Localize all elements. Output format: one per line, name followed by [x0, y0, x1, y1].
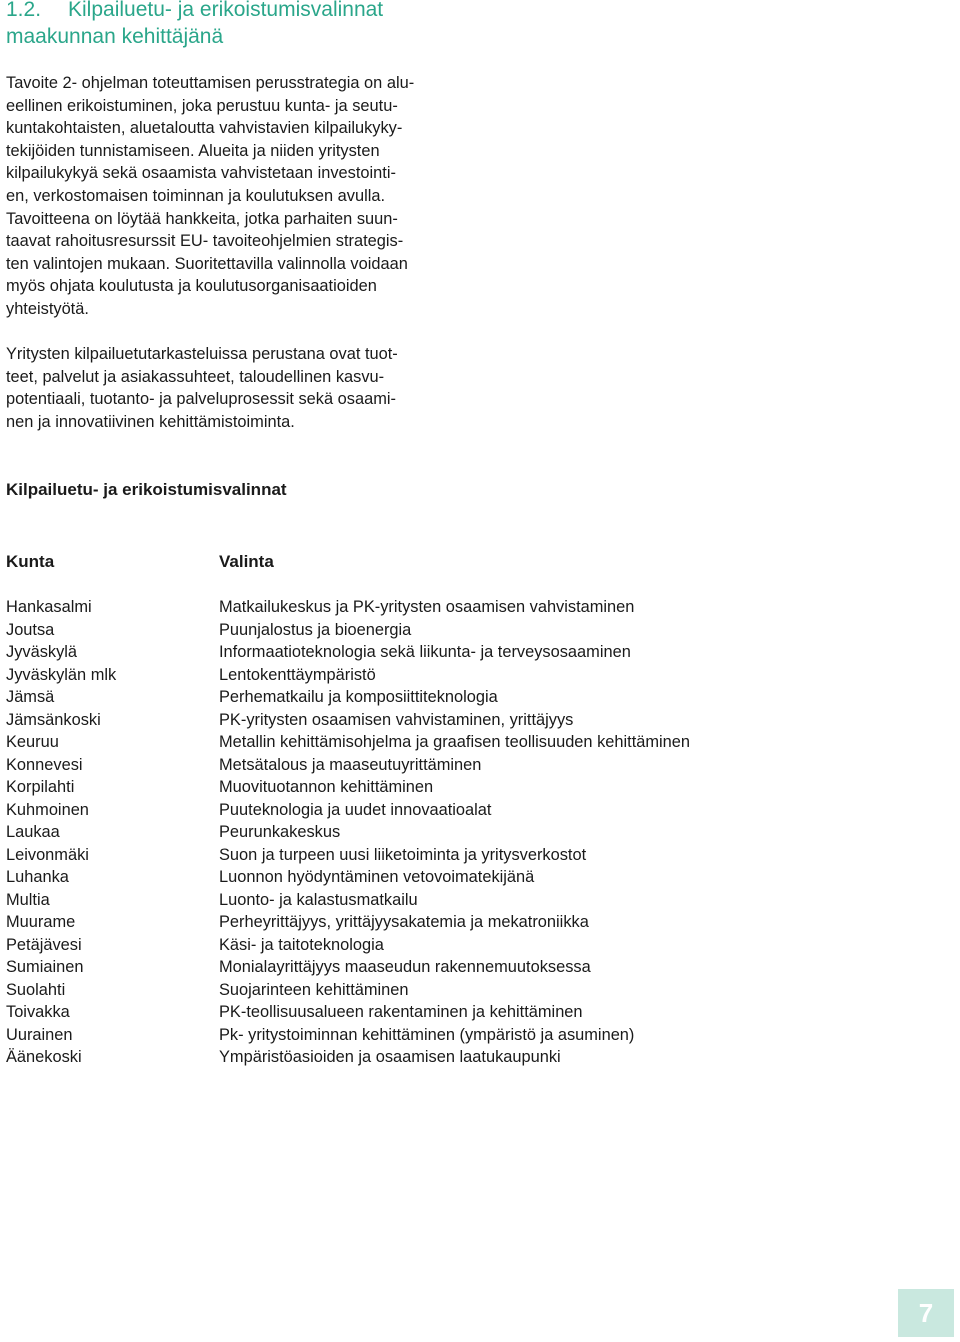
table-title: Kilpailuetu- ja erikoistumisvalinnat [6, 480, 287, 499]
paragraph-line: myös ohjata koulutusta ja koulutusorganisaatioiden [6, 277, 377, 296]
table-row [6, 844, 906, 867]
table-row [6, 596, 906, 619]
paragraph-line: Tavoite 2- ohjelman toteuttamisen perusstrategia on alu- [6, 74, 415, 92]
paragraph-line: Tavoitteena on löytää hankkeita, jotka parhaiten suun- [6, 209, 398, 228]
selection-cell: PK-teollisuusalueen rakentaminen ja kehittäminen [219, 1003, 583, 1021]
heading-line-1 [6, 0, 466, 23]
selection-cell: Muovituotannon kehittäminen [219, 778, 434, 796]
table-row [6, 1024, 906, 1047]
paragraph-line: Yritysten kilpailuetutarkasteluissa perustana ovat tuot- [6, 345, 398, 363]
selection-cell: Metallin kehittämisohjelma ja graafisen teollisuuden kehittäminen [219, 733, 691, 751]
table-row [6, 664, 906, 687]
competitive-advantage-paragraph [6, 343, 446, 433]
table-row [6, 1046, 906, 1069]
paragraph-line: kilpailukykyä sekä osaamista vahvistetaan investointi- [6, 164, 396, 183]
table-row [6, 641, 906, 664]
paragraph-line: taavat rahoitusresurssit EU- tavoiteohjelmien strategis- [6, 232, 404, 251]
municipality-cell: Petäjävesi [6, 935, 82, 954]
selection-cell: Käsi- ja taitoteknologia [219, 935, 384, 954]
municipality-cell: Keuruu [6, 733, 59, 751]
table-row [6, 889, 906, 912]
municipality-cell: Jämsä [6, 688, 55, 706]
table-row [6, 1001, 906, 1024]
municipality-cell: Suolahti [6, 980, 66, 999]
table-row [6, 754, 906, 777]
table-row [6, 956, 906, 979]
paragraph-line: yhteistyötä. [6, 299, 89, 318]
selection-cell: Monialayrittäjyys maaseudun rakennemuutoksessa [219, 958, 591, 976]
table-row [6, 776, 906, 799]
section-title-line-1: Kilpailuetu- ja erikoistumisvalinnat [68, 0, 384, 21]
table-row [6, 934, 906, 957]
page-number-badge [898, 1289, 954, 1337]
table-row [6, 619, 906, 642]
selection-cell: Puuteknologia ja uudet innovaatioalat [219, 800, 492, 819]
municipality-cell: Jyväskylän mlk [6, 665, 117, 684]
table-row [6, 979, 906, 1002]
selection-cell: PK-yritysten osaamisen vahvistaminen, yrittäjyys [219, 710, 574, 729]
selection-cell: Ympäristöasioiden ja osaamisen laatukaupunki [219, 1048, 561, 1066]
selection-cell: Peurunkakeskus [219, 823, 341, 841]
paragraph-line: potentiaali, tuotanto- ja palveluprosessit sekä osaami- [6, 390, 396, 409]
municipality-cell: Jämsänkoski [6, 710, 101, 729]
selection-cell: Matkailukeskus ja PK-yritysten osaamisen vahvistaminen [219, 598, 635, 616]
table-row [6, 799, 906, 822]
municipality-cell: Luhanka [6, 868, 69, 886]
municipality-cell: Hankasalmi [6, 598, 92, 616]
section-heading [6, 0, 466, 50]
paragraph-line: kuntakohtaisten, aluetaloutta vahvistavien kilpailukyky- [6, 119, 403, 138]
municipality-cell: Leivonmäki [6, 845, 89, 864]
selection-cell: Perheyrittäjyys, yrittäjyysakatemia ja mekatroniikka [219, 913, 589, 931]
paragraph-line: eellinen erikoistuminen, joka perustuu kunta- ja seutu- [6, 96, 398, 115]
municipality-cell: Toivakka [6, 1003, 70, 1021]
municipality-cell: Jyväskylä [6, 643, 78, 661]
table-body [6, 596, 906, 1069]
municipality-cell: Joutsa [6, 620, 55, 639]
paragraph-line: tekijöiden tunnistamiseen. Alueita ja niiden yritysten [6, 141, 380, 160]
selection-cell: Informaatioteknologia sekä liikunta- ja terveysosaaminen [219, 643, 631, 661]
paragraph-line: en, verkostomaisen toiminnan ja koulutuksen avulla. [6, 186, 386, 205]
municipality-cell: Kuhmoinen [6, 800, 89, 819]
municipality-cell: Äänekoski [6, 1048, 82, 1066]
table-row [6, 709, 906, 732]
page-number: 7 [918, 1297, 934, 1328]
table-row [6, 731, 906, 754]
paragraph-line: teet, palvelut ja asiakassuhteet, taloudellinen kasvu- [6, 367, 385, 386]
section-number: 1.2. [6, 0, 42, 21]
paragraph-line: ten valintojen mukaan. Suoritettavilla valinnolla voidaan [6, 254, 408, 273]
selection-cell: Pk- yritystoiminnan kehittäminen (ympäristö ja asuminen) [219, 1025, 635, 1044]
selection-cell: Metsätalous ja maaseutuyrittäminen [219, 755, 482, 774]
municipality-cell: Multia [6, 890, 50, 909]
selection-cell: Perhematkailu ja komposiittiteknologia [219, 688, 498, 706]
municipality-cell: Uurainen [6, 1025, 73, 1044]
selection-cell: Suon ja turpeen uusi liiketoiminta ja yritysverkostot [219, 845, 587, 864]
selection-cell: Lentokenttäympäristö [219, 665, 376, 684]
selection-cell: Luonto- ja kalastusmatkailu [219, 890, 418, 909]
selection-cell: Suojarinteen kehittäminen [219, 980, 409, 999]
section-title-line-2: maakunnan kehittäjänä [6, 25, 224, 48]
municipality-cell: Muurame [6, 913, 76, 931]
column-header-valinta: Valinta [219, 552, 274, 571]
municipality-cell: Korpilahti [6, 778, 75, 796]
municipality-cell: Laukaa [6, 823, 60, 841]
municipality-cell: Sumiainen [6, 958, 84, 976]
selection-cell: Luonnon hyödyntäminen vetovoimatekijänä [219, 868, 535, 886]
table-row [6, 821, 906, 844]
column-header-kunta: Kunta [6, 552, 55, 571]
selection-cell: Puunjalostus ja bioenergia [219, 620, 412, 639]
table-row [6, 686, 906, 709]
table-row [6, 911, 906, 934]
intro-paragraph [6, 72, 446, 321]
municipality-cell: Konnevesi [6, 755, 83, 774]
table-row [6, 866, 906, 889]
paragraph-line: nen ja innovatiivinen kehittämistoiminta. [6, 412, 295, 431]
